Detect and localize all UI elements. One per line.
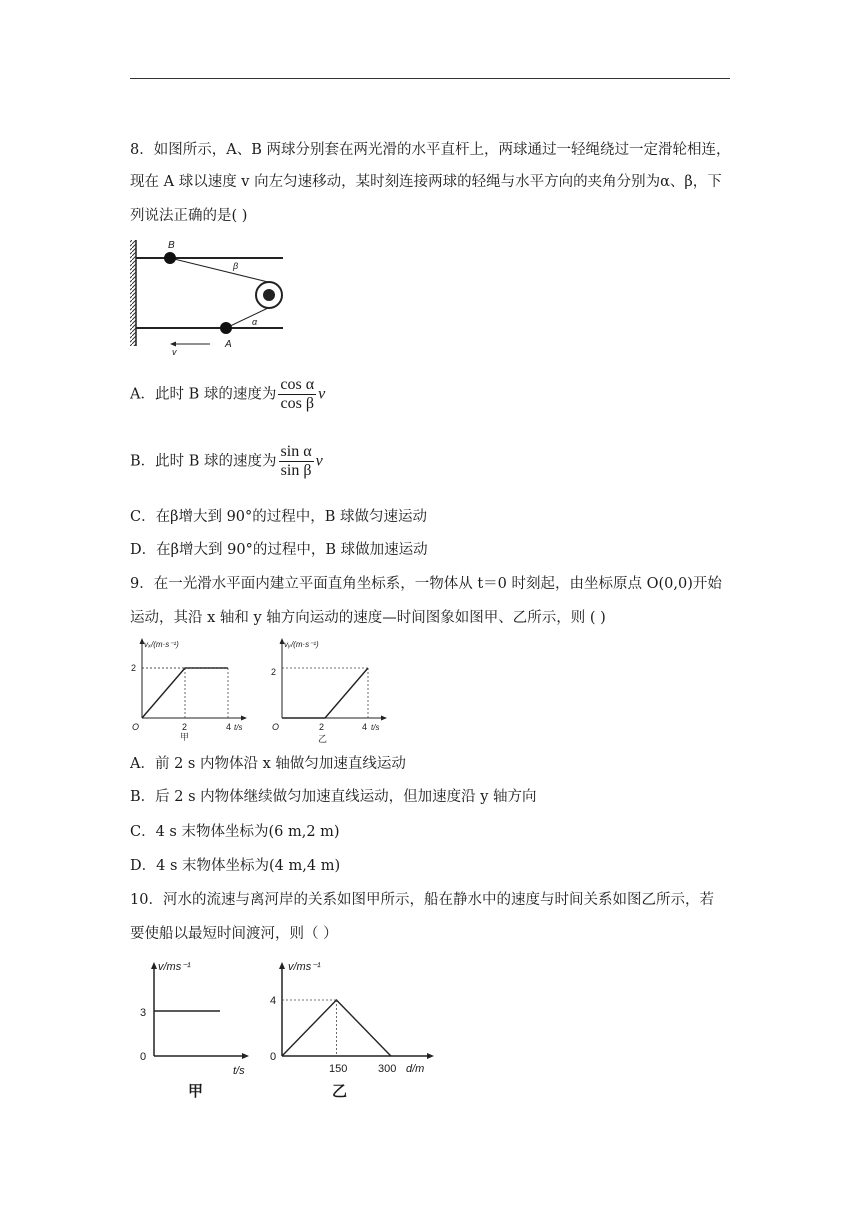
- q9-graph-y-plot: [282, 668, 368, 718]
- q10-graph-river-ylabel: v/ms⁻¹: [158, 961, 191, 973]
- rope-a: [226, 308, 268, 328]
- q8-line-3: 列说法正确的是( ): [130, 208, 248, 224]
- q9-line-2: 运动，其沿 x 轴和 y 轴方向运动的速度—时间图象如图甲、乙所示，则 ( ): [130, 610, 606, 626]
- q10-graph-river-origin: 0: [140, 1051, 147, 1063]
- q10-graph-boat-xlabel: d/m: [406, 1063, 425, 1075]
- ball-b: [164, 252, 176, 264]
- ball-a: [220, 322, 232, 334]
- q9-option-c[interactable]: C．4 s 末物体坐标为(6 m,2 m): [130, 824, 340, 840]
- q9-graph-x-y2: 2: [131, 663, 137, 673]
- q9-graph-x-origin: O: [132, 722, 140, 732]
- q8-option-a[interactable]: A．此时 B 球的速度为 $\frac{\text{cos α}}{\text{cos β}}$ v: [130, 376, 326, 412]
- q9-option-a[interactable]: A．前 2 s 内物体沿 x 轴做匀加速直线运动: [130, 756, 406, 772]
- q8-line-1: 8．如图所示，A、B 两球分别套在两光滑的水平直杆上，两球通过一轻绳绕过一定滑轮相连，: [130, 142, 731, 158]
- q9-option-b[interactable]: B．后 2 s 内物体继续做匀加速直线运动，但加速度沿 y 轴方向: [130, 789, 537, 805]
- q10-line-1: 10．河水的流速与离河岸的关系如图甲所示，船在静水中的速度与时间关系如图乙所示，若: [130, 892, 714, 908]
- q9-option-d[interactable]: D．4 s 末物体坐标为(4 m,4 m): [130, 858, 341, 874]
- q9-graph-x-x4: 4: [226, 722, 232, 732]
- q8-option-a-fraction: $\frac{\text{cos α}}{\text{cos β}}$: [280, 376, 315, 412]
- q9-graph-x-x2: 2: [182, 722, 188, 732]
- q10-graph-boat-plot: [282, 1000, 391, 1056]
- q10-graph-boat-y4: 4: [270, 995, 277, 1007]
- q9-graph-x-plot: [142, 668, 228, 718]
- q9-graph-y-origin: O: [272, 722, 280, 732]
- q10-graph-boat: [268, 952, 448, 1102]
- q8-option-c[interactable]: C．在β增大到 90°的过程中，B 球做匀速运动: [130, 509, 428, 525]
- q10-graph-boat-x150: 150: [329, 1063, 348, 1075]
- q10-graph-river-y3: 3: [140, 1007, 147, 1019]
- q8-pulley-figure: [128, 236, 288, 358]
- label-alpha: α: [252, 317, 258, 327]
- q10-graph-river-xlabel: t/s: [233, 1065, 245, 1077]
- q10-line-2: 要使船以最短时间渡河，则（ ）: [130, 926, 338, 942]
- wall: [130, 240, 136, 346]
- label-beta: β: [233, 261, 239, 271]
- q8-option-b-fraction: $\frac{\text{sin α}}{\text{sin β}}$: [280, 443, 312, 479]
- q10-graph-river-caption: 甲: [188, 1083, 204, 1100]
- q10-graph-boat-caption: 乙: [332, 1083, 348, 1100]
- q9-graph-y-caption: 乙: [318, 734, 328, 744]
- q9-graph-y: [268, 632, 393, 742]
- q8-option-d[interactable]: D．在β增大到 90°的过程中，B 球做加速运动: [130, 542, 428, 558]
- q9-line-1: 9．在一光滑水平面内建立平面直角坐标系，一物体从 t＝0 时刻起，由坐标原点 O(0,0)开始: [130, 576, 722, 592]
- q9-graph-y-ylabel: vᵧ/(m·s⁻¹): [284, 640, 319, 649]
- q9-graph-y-y2: 2: [271, 667, 277, 677]
- q8-option-b-text: B．此时 B 球的速度为: [130, 453, 277, 470]
- q9-graph-y-xlabel: t/s: [371, 723, 380, 732]
- label-v: v: [172, 347, 177, 357]
- q9-graph-x-ylabel: vₓ/(m·s⁻¹): [144, 640, 179, 649]
- header-rule: [130, 78, 730, 79]
- q8-option-b[interactable]: B．此时 B 球的速度为 $\frac{\text{sin α}}{\text{sin β}}$ v: [130, 443, 323, 479]
- label-b: B: [168, 240, 175, 251]
- q10-graph-river: [128, 952, 258, 1102]
- q9-graph-x-caption: 甲: [180, 732, 190, 742]
- q9-graph-y-x4: 4: [362, 722, 368, 732]
- q8-line-2: 现在 A 球以速度 v 向左匀速移动，某时刻连接两球的轻绳与水平方向的夹角分别为α、β，下: [130, 174, 722, 190]
- q8-option-a-text: A．此时 B 球的速度为: [130, 386, 277, 403]
- rope-b: [170, 258, 268, 282]
- q10-graph-boat-origin: 0: [270, 1051, 277, 1063]
- q10-graph-boat-x300: 300: [378, 1063, 397, 1075]
- q10-graph-boat-ylabel: v/ms⁻¹: [288, 961, 321, 973]
- q9-graph-x-xlabel: t/s: [234, 723, 243, 732]
- series-line-1: [282, 668, 368, 718]
- q9-graph-y-x2: 2: [319, 722, 325, 732]
- q9-graph-x: [128, 632, 253, 742]
- label-a: A: [225, 339, 232, 350]
